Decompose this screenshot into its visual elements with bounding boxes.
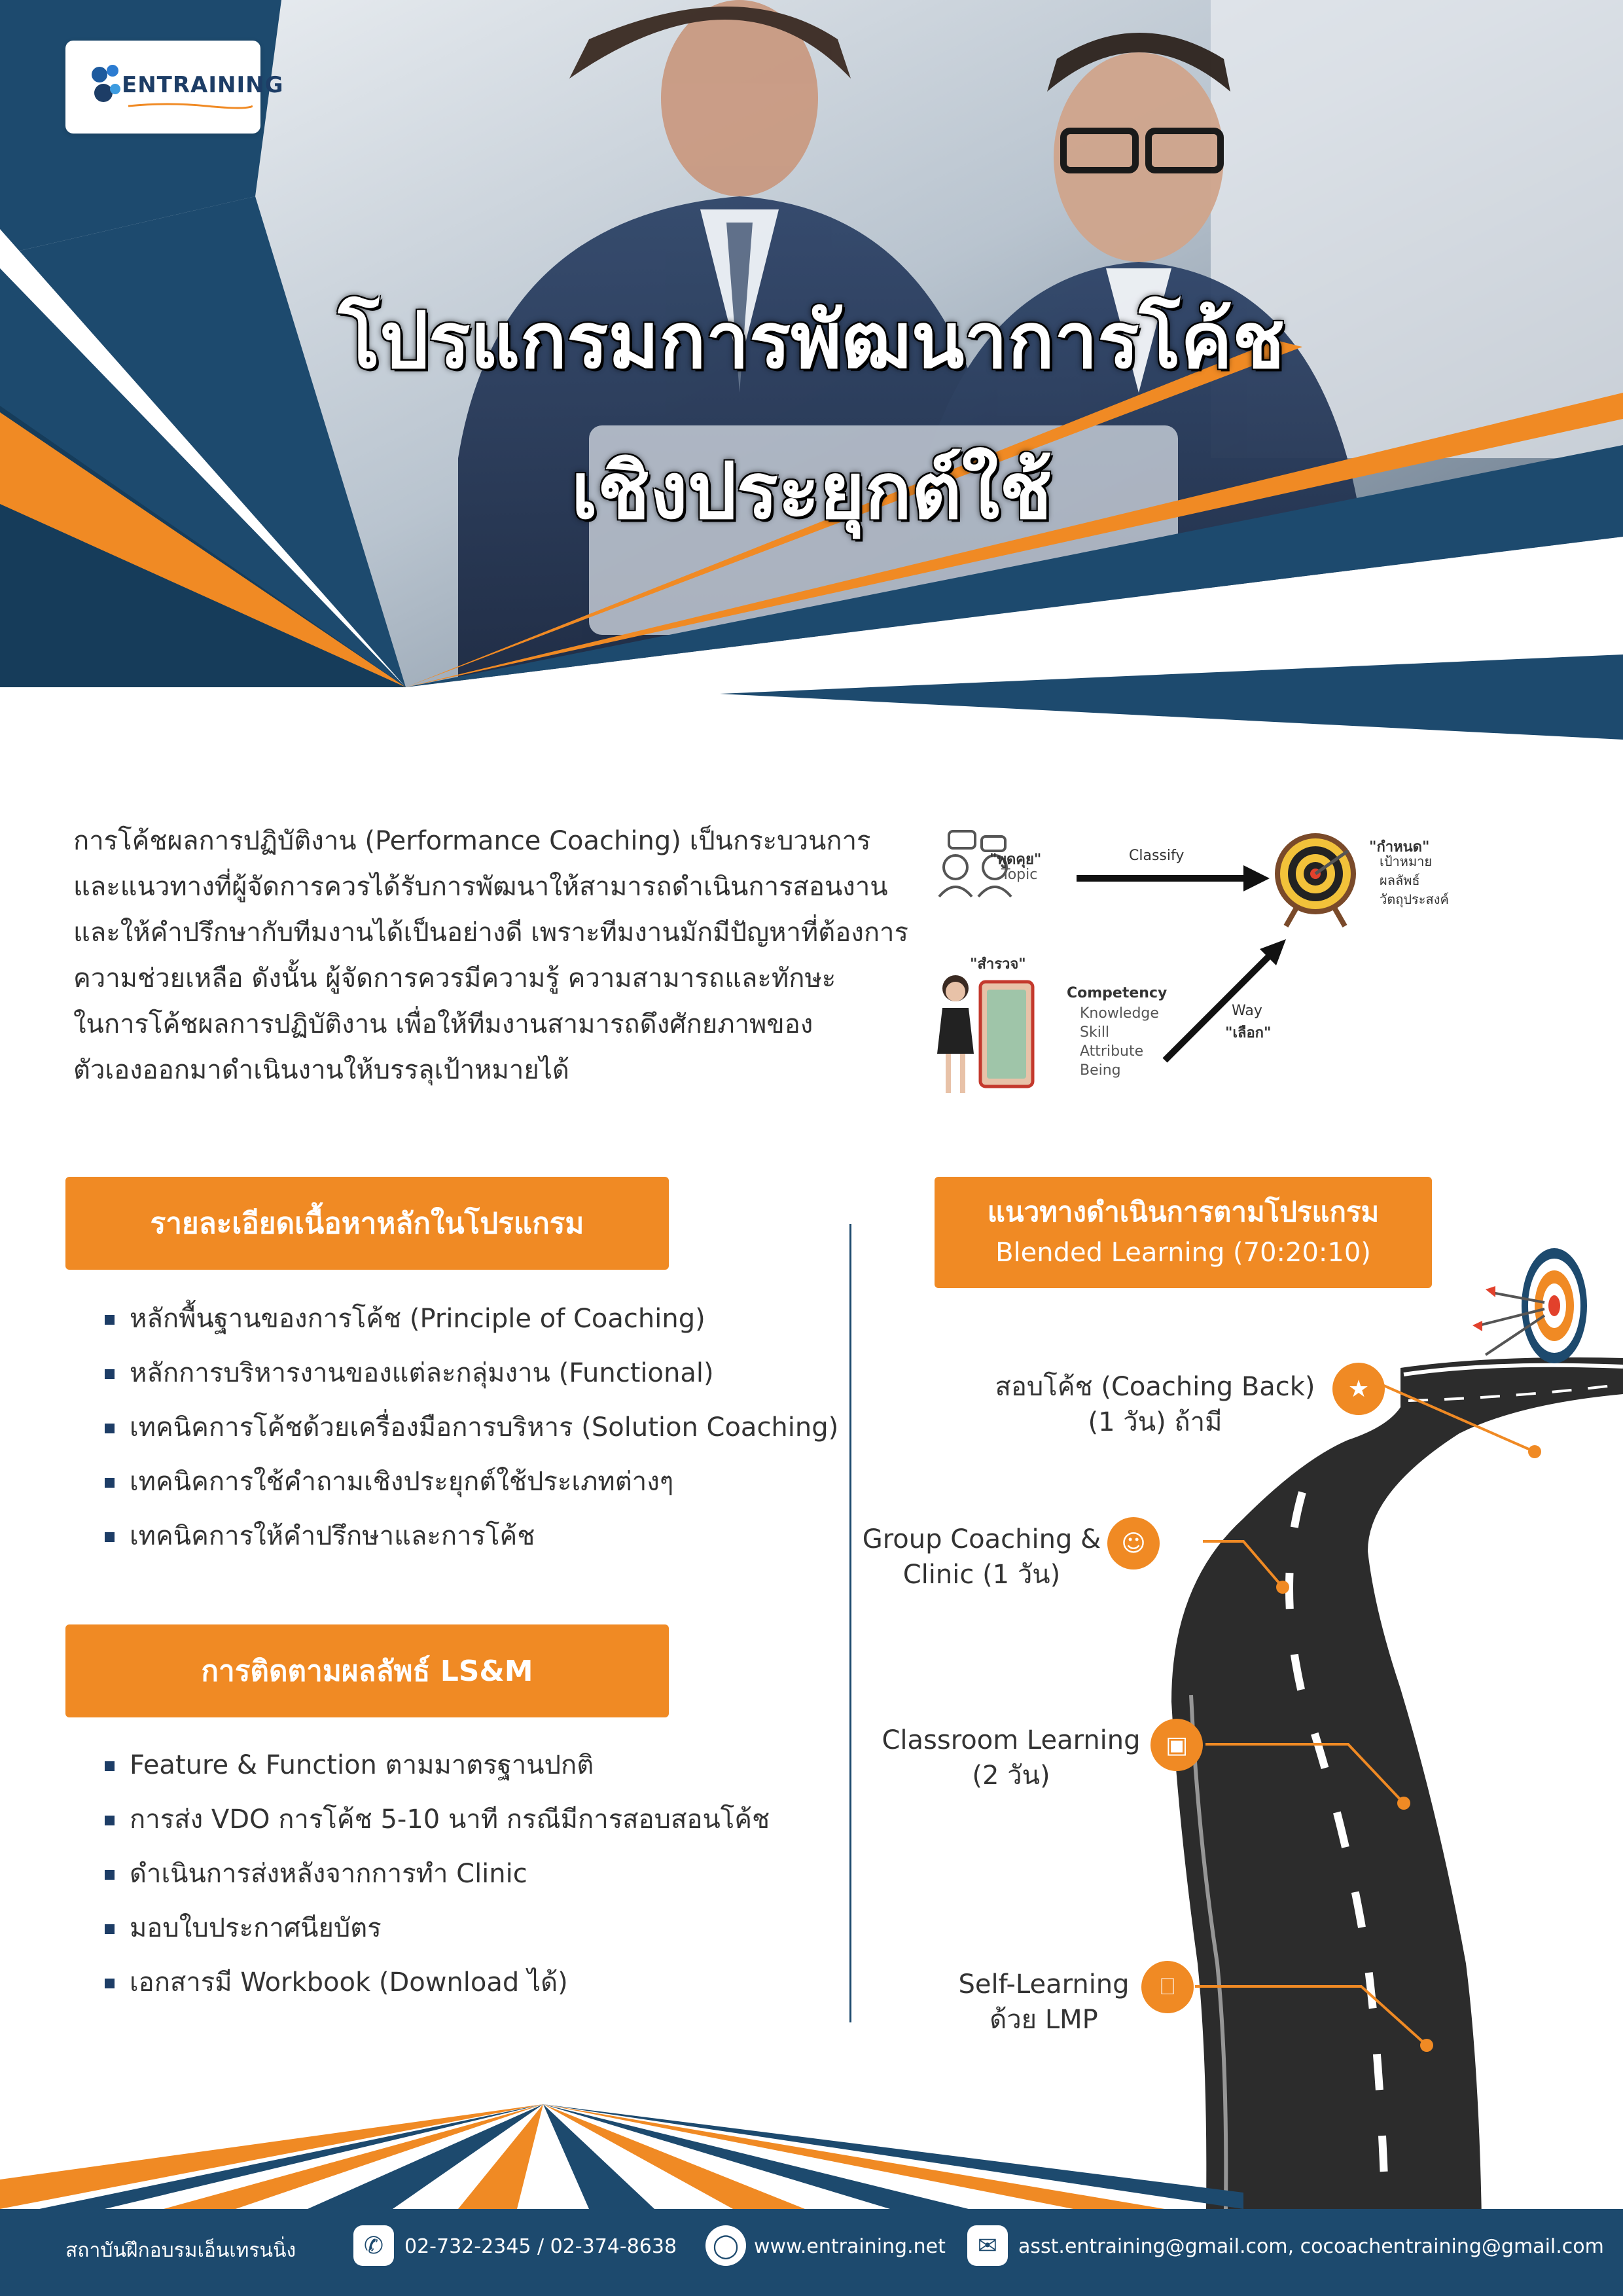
define-item: ผลลัพธ์ [1380, 872, 1420, 888]
footer-org: สถาบันฝึกอบรมเอ็นเทรนนิ่ง [65, 2239, 296, 2262]
competency-item: Attribute [1080, 1043, 1144, 1060]
footer-phone[interactable]: 02-732-2345 / 02-374-8638 [404, 2235, 677, 2258]
competency-item: Knowledge [1080, 1005, 1159, 1022]
define-items [1380, 852, 1449, 909]
step-line: (1 วัน) ถ้ามี [1088, 1407, 1222, 1437]
step-line: ด้วย LMP [990, 2005, 1098, 2035]
define-item: วัตถุประสงค์ [1380, 891, 1449, 907]
topic-label: Topic [1001, 867, 1038, 883]
intro-line: และให้คำปรึกษากับทีมงานได้เป็นอย่างดี เพราะทีมงานมักมีปัญหาที่ต้องการ [73, 918, 908, 948]
list-item: เทคนิคการโค้ชด้วยเครื่องมือการบริหาร (Solution Coaching) [105, 1411, 890, 1465]
section-divider [849, 1224, 851, 2022]
step-coaching-back [982, 1369, 1329, 1440]
group-coaching-icon: ☺ [1107, 1517, 1160, 1570]
intro-line: ความช่วยเหลือ ดังนั้น ผู้จัดการควรมีความรู้ ความสามารถและทักษะ [73, 963, 836, 994]
page-title-line1: โปรแกรมการพัฒนาการโค้ช [338, 295, 1285, 386]
classify-label: Classify [1129, 848, 1185, 864]
phone-icon: ✆ [353, 2225, 394, 2266]
content-list [105, 1302, 890, 1574]
intro-line: และแนวทางที่ผู้จัดการควรได้รับการพัฒนาให้สามารถดำเนินการสอนงาน [73, 872, 888, 902]
goal-target-icon [1472, 1248, 1587, 1363]
page-title-line2: เชิงประยุกต์ใช้ [571, 446, 1052, 536]
logo-mark-icon [89, 60, 124, 114]
globe-icon: ◯ [705, 2225, 746, 2266]
survey-label: "สำรวจ" [970, 956, 1026, 973]
step-self-learning [936, 1967, 1152, 2037]
approach-subheading: Blended Learning (70:20:10) [995, 1238, 1371, 1268]
list-item: หลักการบริหารงานของแต่ละกลุ่มงาน (Functional) [105, 1357, 890, 1411]
step-group-coaching [857, 1522, 1106, 1592]
follow-list [105, 1749, 890, 2020]
list-item: เอกสารมี Workbook (Download ได้) [105, 1966, 890, 2020]
step-line: (2 วัน) [972, 1761, 1050, 1791]
list-item: Feature & Function ตามมาตรฐานปกติ [105, 1749, 890, 1803]
classroom-icon: ▣ [1150, 1719, 1203, 1771]
entraining-logo[interactable] [65, 41, 284, 134]
step-line: Clinic (1 วัน) [902, 1560, 1061, 1590]
define-label: "กำหนด" [1369, 839, 1430, 855]
bottom-stripes [0, 2101, 1243, 2209]
step-line: Group Coaching & [862, 1524, 1101, 1554]
footer-email[interactable]: asst.entraining@gmail.com, cocoachentraining@gmail.com [1018, 2235, 1604, 2258]
choose-label: "เลือก" [1225, 1025, 1272, 1041]
step-line: Self-Learning [958, 1969, 1130, 2000]
self-learning-icon: ⎕ [1141, 1961, 1194, 2013]
approach-heading: แนวทางดำเนินการตามโปรแกรม [987, 1196, 1380, 1228]
competency-item: Being [1080, 1062, 1121, 1079]
talk-label: "พูดคุย" [990, 852, 1042, 868]
footer-website[interactable]: www.entraining.net [754, 2235, 946, 2258]
competency-items [1080, 1004, 1159, 1080]
target-icon [1275, 833, 1356, 926]
coaching-diagram [929, 818, 1558, 1100]
competency-item: Skill [1080, 1024, 1110, 1041]
logo-underline [128, 102, 253, 110]
footer [0, 2209, 1623, 2296]
way-label: Way [1232, 1003, 1262, 1019]
intro-line: ตัวเองออกมาดำเนินงานให้บรรลุเป้าหมายได้ [73, 1055, 569, 1085]
competency-label: Competency [1067, 985, 1168, 1001]
logo-wordmark: ENTRAINING [122, 72, 284, 98]
follow-section-heading: การติดตามผลลัพธ์ LS&M [65, 1624, 669, 1717]
step-classroom [877, 1723, 1145, 1793]
intro-line: ในการโค้ชผลการปฏิบัติงาน เพื่อให้ทีมงานสามารถดึงศักยภาพของ [73, 1009, 813, 1039]
mail-icon: ✉ [967, 2225, 1008, 2266]
define-item: เป้าหมาย [1380, 853, 1433, 869]
list-item: มอบใบประกาศนียบัตร [105, 1912, 890, 1966]
step-line: สอบโค้ช (Coaching Back) [995, 1372, 1315, 1402]
content-section-heading: รายละเอียดเนื้อหาหลักในโปรแกรม [65, 1177, 669, 1270]
survey-icon [937, 975, 1033, 1093]
intro-line: การโค้ชผลการปฏิบัติงาน (Performance Coaching) เป็นกระบวนการ [73, 826, 871, 856]
intro-paragraph [73, 818, 918, 1093]
step-line: Classroom Learning [882, 1725, 1141, 1755]
coaching-back-icon: ★ [1332, 1363, 1385, 1415]
list-item: ดำเนินการส่งหลังจากการทำ Clinic [105, 1857, 890, 1912]
list-item: การส่ง VDO การโค้ช 5-10 นาที กรณีมีการสอบสอนโค้ช [105, 1803, 890, 1857]
list-item: เทคนิคการให้คำปรึกษาและการโค้ช [105, 1520, 890, 1574]
list-item: เทคนิคการใช้คำถามเชิงประยุกต์ใช้ประเภทต่างๆ [105, 1465, 890, 1520]
list-item: หลักพื้นฐานของการโค้ช (Principle of Coaching) [105, 1302, 890, 1357]
